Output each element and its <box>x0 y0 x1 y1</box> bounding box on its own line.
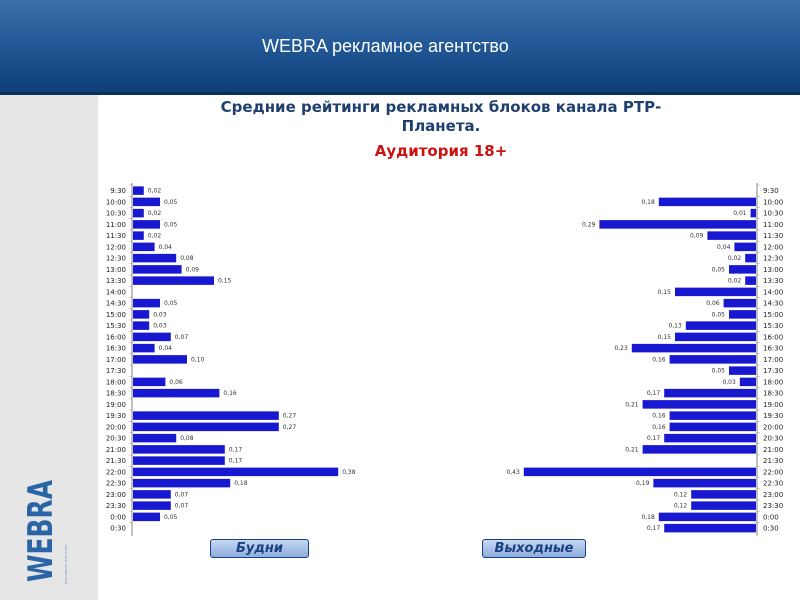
tick-label: 14:30 <box>763 299 784 308</box>
bar <box>691 490 756 499</box>
tick-label: 21:30 <box>763 457 784 466</box>
data-label: 0,03 <box>153 322 167 330</box>
tick-label: 20:30 <box>105 434 126 443</box>
data-label: 0,27 <box>282 423 297 431</box>
data-label: 0,02 <box>147 232 162 240</box>
bar <box>133 456 225 465</box>
tick-label: 22:00 <box>763 468 784 477</box>
weekend-panel <box>506 183 783 536</box>
tick-label: 19:00 <box>763 400 784 409</box>
data-label: 0,03 <box>153 311 167 319</box>
bar <box>729 366 756 375</box>
data-label: 0,29 <box>582 221 596 229</box>
tick-label: 13:30 <box>763 277 784 286</box>
data-label: 0,02 <box>147 187 162 195</box>
tick-label: 14:00 <box>763 288 784 297</box>
data-label: 0,04 <box>717 243 731 251</box>
data-label: 0,05 <box>711 311 725 319</box>
tick-label: 18:30 <box>763 389 784 398</box>
tick-label: 21:00 <box>105 445 126 454</box>
tick-label: 23:30 <box>105 502 126 511</box>
tick-label: 20:00 <box>105 423 126 432</box>
bar <box>133 501 171 510</box>
tick-label: 18:00 <box>105 378 126 387</box>
tick-label: 15:00 <box>105 310 126 319</box>
tick-label: 19:30 <box>763 412 784 421</box>
data-label: 0,23 <box>614 345 628 353</box>
data-label: 0,02 <box>147 210 162 218</box>
data-label: 0,16 <box>652 423 666 431</box>
tick-label: 16:30 <box>763 344 784 353</box>
tick-label: 10:00 <box>763 198 784 207</box>
bar <box>745 254 756 263</box>
tick-label: 21:00 <box>763 445 784 454</box>
tick-label: 11:00 <box>105 220 126 229</box>
tick-label: 9:30 <box>763 187 779 196</box>
bar <box>599 220 756 229</box>
tick-label: 11:00 <box>763 220 784 229</box>
data-label: 0,12 <box>673 491 688 499</box>
data-label: 0,05 <box>164 221 178 229</box>
data-label: 0,05 <box>164 300 178 308</box>
bar <box>740 378 756 387</box>
bar <box>133 513 160 522</box>
tick-label: 12:00 <box>763 243 784 252</box>
tick-label: 23:00 <box>105 490 126 499</box>
tick-label: 10:00 <box>105 198 126 207</box>
data-label: 0,04 <box>158 243 172 251</box>
data-label: 0,27 <box>282 412 297 420</box>
bar <box>632 344 756 353</box>
bar <box>659 198 756 207</box>
bar <box>751 209 756 218</box>
weekday-panel <box>106 183 356 536</box>
legend-weekends: Выходные <box>482 539 586 558</box>
data-label: 0,01 <box>733 210 747 218</box>
chart-title: Средние рейтинги рекламных блоков канала РТР-Планета. <box>220 98 662 135</box>
data-label: 0,06 <box>169 378 183 386</box>
data-label: 0,17 <box>228 446 243 454</box>
data-label: 0,08 <box>180 435 194 443</box>
tick-label: 23:30 <box>763 502 784 511</box>
bar <box>133 310 149 319</box>
data-label: 0,18 <box>234 480 248 488</box>
data-label: 0,19 <box>636 480 650 488</box>
tick-label: 17:30 <box>105 367 126 376</box>
bar <box>133 355 187 364</box>
bar <box>670 423 756 432</box>
data-label: 0,13 <box>668 322 682 330</box>
chart-subtitle: Аудитория 18+ <box>374 142 508 160</box>
data-label: 0,02 <box>727 277 742 285</box>
bar <box>133 423 279 432</box>
bar <box>133 333 171 342</box>
data-label: 0,15 <box>657 333 671 341</box>
bar <box>643 445 756 454</box>
logo-text: WEBRA <box>21 442 61 582</box>
tick-label: 19:00 <box>105 400 126 409</box>
tick-label: 0:30 <box>763 524 779 533</box>
header-title: WEBRA рекламное агентство <box>262 36 509 56</box>
data-label: 0,09 <box>185 266 199 274</box>
data-label: 0,38 <box>342 468 356 476</box>
data-label: 0,07 <box>174 502 189 510</box>
data-label: 0,17 <box>228 457 243 465</box>
tick-label: 23:00 <box>763 490 784 499</box>
data-label: 0,05 <box>711 367 725 375</box>
tick-label: 15:30 <box>105 322 126 331</box>
bar <box>653 479 756 488</box>
data-label: 0,17 <box>646 525 661 533</box>
bar <box>724 299 756 308</box>
data-label: 0,05 <box>711 266 725 274</box>
tick-label: 22:30 <box>763 479 784 488</box>
tick-label: 11:30 <box>105 232 126 241</box>
tick-label: 0:30 <box>110 524 126 533</box>
data-label: 0,07 <box>174 491 189 499</box>
bar <box>133 344 155 353</box>
legend-weekdays: Будни <box>210 539 309 558</box>
bar <box>133 434 176 443</box>
tick-label: 13:00 <box>763 265 784 274</box>
bar <box>670 411 756 420</box>
tick-label: 17:30 <box>763 367 784 376</box>
bar <box>133 243 155 252</box>
bar <box>664 434 756 443</box>
bar <box>133 209 144 218</box>
data-label: 0,17 <box>646 390 661 398</box>
bar <box>133 479 230 488</box>
tick-label: 18:30 <box>105 389 126 398</box>
data-label: 0,18 <box>641 198 655 206</box>
bar <box>133 186 144 195</box>
bar <box>133 265 182 274</box>
data-label: 0,16 <box>652 356 666 364</box>
bar <box>133 468 338 477</box>
logo-tagline: рекламное агентство <box>63 544 68 584</box>
bar <box>729 310 756 319</box>
data-label: 0,10 <box>191 356 205 364</box>
tick-label: 20:00 <box>763 423 784 432</box>
data-label: 0,18 <box>641 513 655 521</box>
data-label: 0,16 <box>652 412 666 420</box>
bar <box>729 265 756 274</box>
data-label: 0,09 <box>690 232 704 240</box>
data-label: 0,21 <box>625 401 639 409</box>
bar <box>133 254 176 263</box>
tick-label: 12:00 <box>105 243 126 252</box>
tick-label: 22:30 <box>105 479 126 488</box>
tick-label: 12:30 <box>763 254 784 263</box>
data-label: 0,12 <box>673 502 688 510</box>
data-label: 0,16 <box>223 390 237 398</box>
bar <box>670 355 756 364</box>
tick-label: 15:30 <box>763 322 784 331</box>
data-label: 0,03 <box>722 378 736 386</box>
bar <box>664 524 756 533</box>
bar <box>734 243 756 252</box>
data-label: 0,07 <box>174 333 189 341</box>
tick-label: 10:30 <box>763 209 784 218</box>
data-label: 0,04 <box>158 345 172 353</box>
bar <box>133 378 165 387</box>
bar <box>643 400 756 409</box>
tick-label: 22:00 <box>105 468 126 477</box>
tick-label: 18:00 <box>763 378 784 387</box>
tick-label: 20:30 <box>763 434 784 443</box>
bar <box>133 299 160 308</box>
tick-label: 11:30 <box>763 232 784 241</box>
data-label: 0,17 <box>646 435 661 443</box>
tick-label: 9:30 <box>110 187 126 196</box>
tick-label: 17:00 <box>105 355 126 364</box>
tick-label: 16:00 <box>763 333 784 342</box>
tick-label: 21:30 <box>105 457 126 466</box>
tick-label: 15:00 <box>763 310 784 319</box>
tick-label: 19:30 <box>105 412 126 421</box>
tick-label: 16:30 <box>105 344 126 353</box>
tick-label: 17:00 <box>763 355 784 364</box>
tick-label: 10:30 <box>105 209 126 218</box>
data-label: 0,43 <box>506 468 520 476</box>
bar <box>745 276 756 285</box>
bar <box>524 468 756 477</box>
bar <box>664 389 756 398</box>
bar <box>686 321 756 330</box>
data-label: 0,15 <box>218 277 232 285</box>
data-label: 0,08 <box>180 255 194 263</box>
bar <box>133 389 219 398</box>
bar <box>133 198 160 207</box>
bar <box>133 445 225 454</box>
data-label: 0,21 <box>625 446 639 454</box>
data-label: 0,06 <box>706 300 720 308</box>
bar <box>675 288 756 297</box>
tick-label: 13:00 <box>105 265 126 274</box>
bar <box>133 276 214 285</box>
tick-label: 0:00 <box>110 513 126 522</box>
data-label: 0,05 <box>164 198 178 206</box>
bar <box>133 231 144 240</box>
tick-label: 12:30 <box>105 254 126 263</box>
bar <box>133 220 160 229</box>
bar <box>691 501 756 510</box>
data-label: 0,02 <box>727 255 742 263</box>
tick-label: 14:00 <box>105 288 126 297</box>
tick-label: 16:00 <box>105 333 126 342</box>
tick-label: 13:30 <box>105 277 126 286</box>
bar <box>659 513 756 522</box>
bar <box>133 411 279 420</box>
data-label: 0,05 <box>164 513 178 521</box>
tick-label: 0:00 <box>763 513 779 522</box>
tick-label: 14:30 <box>105 299 126 308</box>
bar <box>675 333 756 342</box>
bar <box>707 231 756 240</box>
data-label: 0,15 <box>657 288 671 296</box>
bar <box>133 490 171 499</box>
bar <box>133 321 149 330</box>
